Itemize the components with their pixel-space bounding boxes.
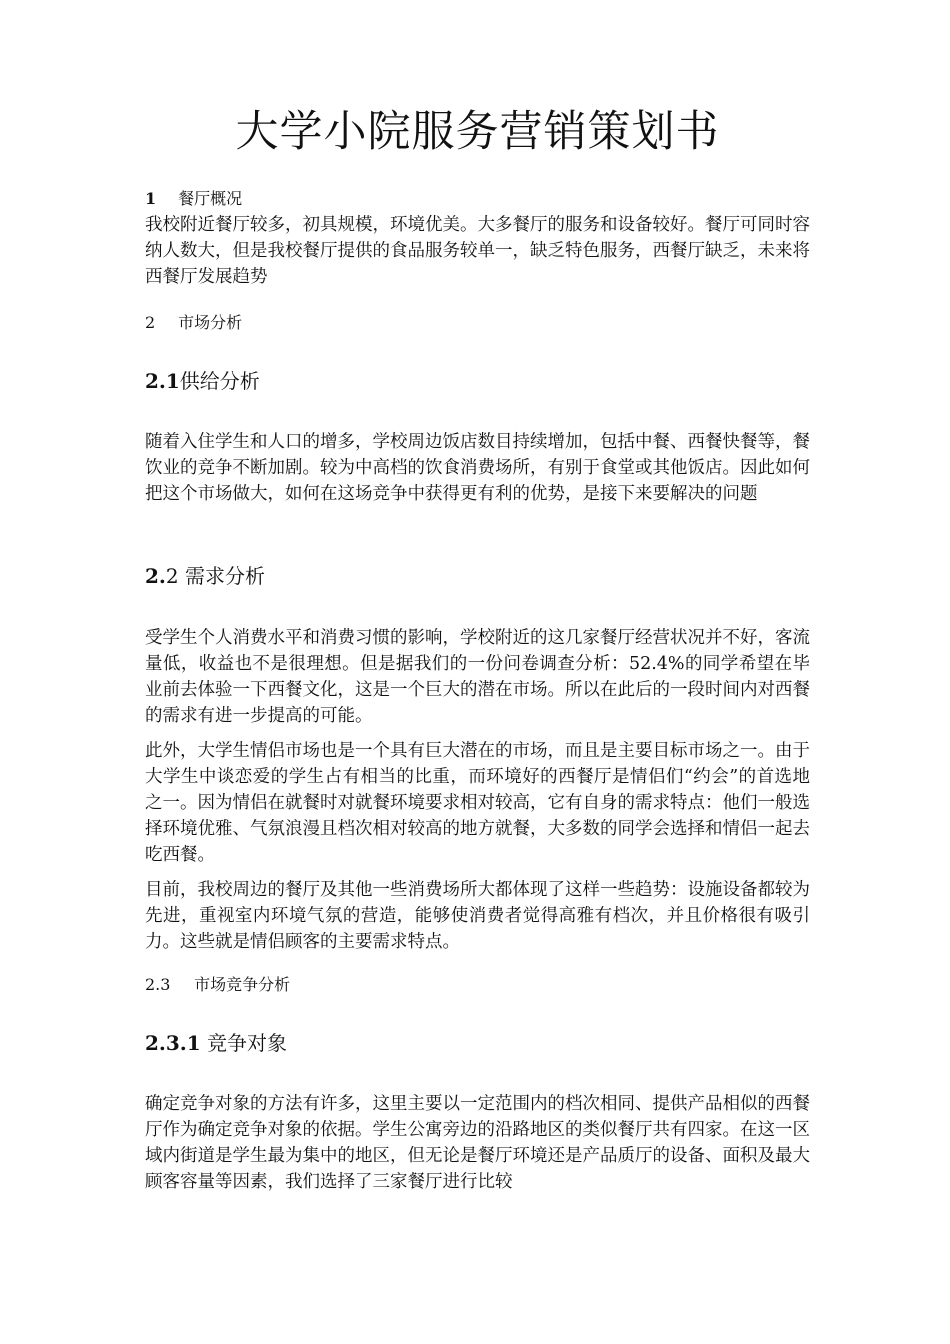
section-2-heading <box>145 311 810 335</box>
section-label: 需求分析 <box>184 564 265 588</box>
section-number: 2. <box>145 564 166 588</box>
section-2-3-1-heading <box>145 1028 810 1058</box>
section-2-1-heading <box>145 366 810 396</box>
section-number: 2.3 <box>145 975 171 994</box>
paragraph-demand-analysis-3: 目前，我校周边的餐厅及其他一些消费场所大都体现了这样一些趋势：设施设备都较为先进，重视室内环境气氛的营造，能够使消费者觉得高雅有档次，并且价格很有吸引力。这些就是情侣顾客的主要需求特点。 <box>145 880 810 952</box>
paragraph-competitors: 确定竞争对象的方法有许多，这里主要以一定范围内的档次相同、提供产品相似的西餐厅作为确定竞争对象的依据。学生公寓旁边的沿路地区的类似餐厅共有四家。在这一区域内街道是学生最为集中的地区，但无论是餐厅环境还是产品质厅的设备、面积及最大顾客容量等因素，我们选择了三家餐厅进行比较 <box>145 1094 810 1192</box>
paragraph-supply-analysis: 随着入住学生和人口的增多，学校周边饭店数目持续增加，包括中餐、西餐快餐等，餐饮业的竞争不断加剧。较为中高档的饮食消费场所，有别于食堂或其他饭店。因此如何把这个市场做大，如何在这场竞争中获得更有利的优势，是接下来要解决的问题 <box>145 432 810 504</box>
section-label: 餐厅概况 <box>178 189 243 208</box>
section-number-suffix: 2 <box>165 564 179 588</box>
section-1-heading <box>145 187 810 211</box>
section-number: 2.3.1 <box>145 1031 201 1055</box>
section-label: 竞争对象 <box>207 1031 288 1055</box>
section-2-3-heading <box>145 973 810 997</box>
section-number: 2 <box>145 313 156 332</box>
section-number: 2.1 <box>145 369 180 393</box>
paragraph-demand-analysis-2: 此外，大学生情侣市场也是一个具有巨大潜在的市场，而且是主要目标市场之一。由于大学生中谈恋爱的学生占有相当的比重，而环境好的西餐厅是情侣们“约会”的首选地之一。因为情侣在就餐时对就餐环境要求相对较高，它有自身的需求特点：他们一般选择环境优雅、气氛浪漫且档次相对较高的地方就餐，大多数的同学会选择和情侣一起去吃西餐。 <box>145 741 810 865</box>
section-label: 市场分析 <box>178 313 243 332</box>
document-title: 大学小院服务营销策划书 <box>235 107 720 157</box>
paragraph-demand-analysis-1: 受学生个人消费水平和消费习惯的影响，学校附近的这几家餐厅经营状况并不好，客流量低，收益也不是很理想。但是据我们的一份问卷调查分析：52.4%的同学希望在毕业前去体验一下西餐文化，这是一个巨大的潜在市场。所以在此后的一段时间内对西餐的需求有进一步提高的可能。 <box>145 628 810 726</box>
paragraph-restaurant-overview: 我校附近餐厅较多，初具规模，环境优美。大多餐厅的服务和设备较好。餐厅可同时容纳人数大，但是我校餐厅提供的食品服务较单一，缺乏特色服务，西餐厅缺乏，未来将西餐厅发展趋势 <box>145 215 810 287</box>
section-label: 市场竞争分析 <box>194 975 291 994</box>
section-label: 供给分析 <box>179 369 260 393</box>
section-2-2-heading <box>145 561 810 591</box>
section-number: 1 <box>145 189 157 208</box>
